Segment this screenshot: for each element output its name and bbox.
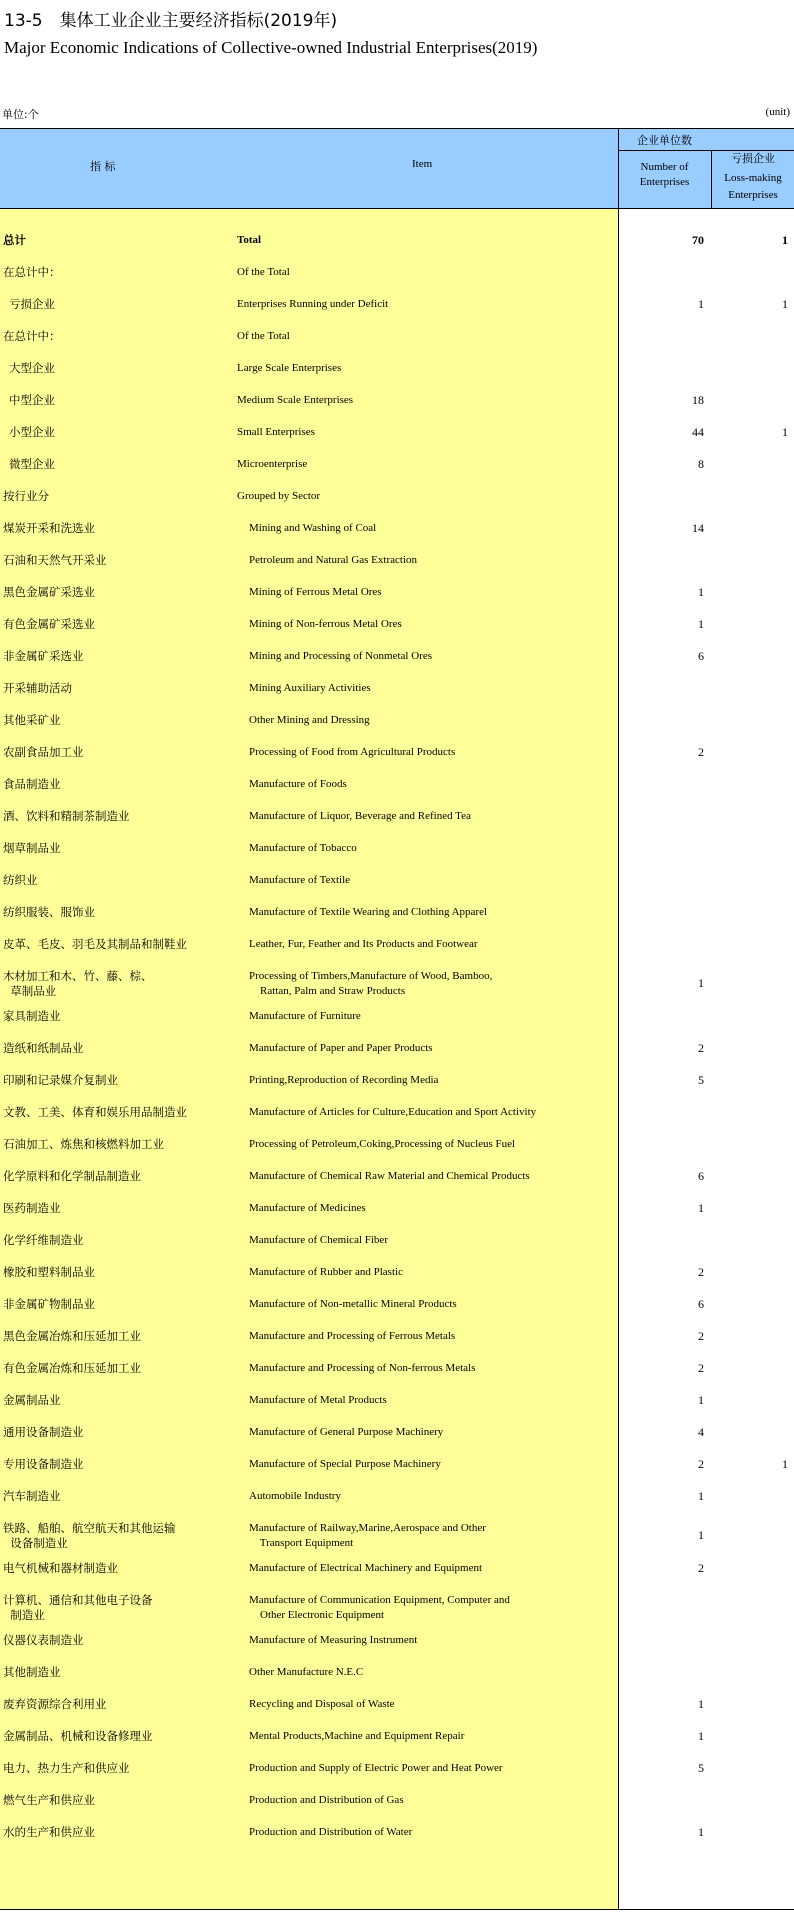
table-row [0,420,794,452]
row-label-en: Manufacture of Metal Products [249,1394,387,1406]
row-value-enterprises: 18 [692,393,704,407]
row-label-cn: 小型企业 [9,425,55,439]
row-label-cn: 家具制造业 [3,1009,61,1023]
row-label-cn: 非金属矿物制品业 [3,1297,95,1311]
row-label-cn: 开采辅助活动 [3,681,72,695]
row-label-cn: 电气机械和器材制造业 [3,1561,118,1575]
table-row [0,932,794,964]
row-label-cn: 造纸和纸制品业 [3,1041,84,1055]
row-label-en: Manufacture of Special Purpose Machinery [249,1458,441,1470]
row-label-cn: 按行业分 [3,489,49,503]
row-value-enterprises: 6 [698,1297,704,1311]
table-row [0,900,794,932]
table-row [0,1132,794,1164]
header-rule [0,208,794,209]
bottom-rule [0,1909,794,1910]
row-label-en: Manufacture and Processing of Ferrous Metals [249,1330,456,1342]
row-label-en: Mental Products,Machine and Equipment Repair [249,1730,465,1742]
row-label-cn: 烟草制品业 [3,841,61,855]
header-number-en-line2: Enterprises [639,176,690,188]
row-label-en: Production and Supply of Electric Power and Heat Power [249,1762,503,1774]
table-row [0,772,794,804]
row-label-cn: 化学原料和化学制品制造业 [3,1169,141,1183]
row-label-cn: 通用设备制造业 [3,1425,84,1439]
row-value-enterprises: 1 [698,976,704,990]
table-row [0,676,794,708]
row-value-enterprises: 1 [698,297,704,311]
top-rule [0,128,794,129]
row-label-en: Printing,Reproduction of Recording Media [249,1074,439,1086]
row-label-en: Production and Distribution of Gas [249,1794,404,1806]
row-label-en: Mining Auxiliary Activities [249,682,371,694]
unit-label-en: (unit) [765,106,790,118]
table-row [0,612,794,644]
header-item-cn: 指 标 [90,160,116,173]
table-row [0,260,794,292]
row-label-cn: 废弃资源综合利用业 [3,1697,107,1711]
header-number-cn: 企业单位数 [637,134,692,147]
row-label-en: Automobile Industry [249,1490,341,1502]
row-label-en: Mining and Washing of Coal [249,522,377,534]
row-label-en: Other Manufacture N.E.C [249,1666,364,1678]
row-label-cn: 酒、饮料和精制茶制造业 [3,809,130,823]
row-value-enterprises: 70 [692,233,704,247]
table-row [0,1516,794,1556]
table-row [0,1228,794,1260]
row-label-cn: 金属制品、机械和设备修理业 [3,1729,153,1743]
row-label-en: Manufacture of Rubber and Plastic [249,1266,403,1278]
row-label-cn: 黑色金属冶炼和压延加工业 [3,1329,141,1343]
row-value-enterprises: 2 [698,1265,704,1279]
data-table [0,128,794,1910]
header-number-en [618,160,711,190]
row-label-cn: 水的生产和供应业 [3,1825,95,1839]
row-label-en: Leather, Fur, Feather and Its Products and Footwear [249,938,478,950]
row-label-cn: 石油和天然气开采业 [3,553,107,567]
row-label-cn: 其他采矿业 [3,713,61,727]
row-label-en: Grouped by Sector [237,490,321,502]
table-row [0,740,794,772]
table-row [0,228,794,260]
row-label-en: Manufacture of Communication Equipment, Computer and Other Electronic Equipment [249,1594,510,1621]
row-value-enterprises: 5 [698,1761,704,1775]
header-loss-en-line1: Loss-making [724,172,782,184]
row-label-cn: 仪器仪表制造业 [3,1633,84,1647]
row-value-enterprises: 2 [698,1457,704,1471]
row-label-cn: 文教、工美、体育和娱乐用品制造业 [3,1105,187,1119]
row-label-cn: 医药制造业 [3,1201,61,1215]
table-row [0,1724,794,1756]
row-label-en: Enterprises Running under Deficit [237,298,389,310]
row-value-enterprises: 1 [698,1201,704,1215]
row-label-en: Recycling and Disposal of Waste [249,1698,395,1710]
row-label-en: Medium Scale Enterprises [237,394,354,406]
row-label-cn: 有色金属冶炼和压延加工业 [3,1361,141,1375]
row-label-en: Manufacture of Chemical Fiber [249,1234,388,1246]
table-row [0,1196,794,1228]
table-row [0,804,794,836]
row-value-loss-making: 1 [782,297,788,311]
page-title-en: Major Economic Indications of Collective-owned Industrial Enterprises(2019) [4,38,538,57]
row-label-en: Microenterprise [237,458,308,470]
row-label-cn: 金属制品业 [3,1393,61,1407]
table-row [0,1100,794,1132]
row-label-cn: 微型企业 [9,457,55,471]
table-row [0,1004,794,1036]
table-row [0,1452,794,1484]
table-row [0,1068,794,1100]
row-label-en: Mining of Non-ferrous Metal Ores [249,618,402,630]
row-value-enterprises: 1 [698,1697,704,1711]
row-value-enterprises: 4 [698,1425,704,1439]
row-value-enterprises: 2 [698,1329,704,1343]
row-label-cn: 农副食品加工业 [3,745,84,759]
table-row [0,1420,794,1452]
row-label-cn: 非金属矿采选业 [3,649,84,663]
row-label-en: Manufacture of Textile [249,874,351,886]
row-label-cn: 燃气生产和供应业 [3,1793,95,1807]
table-row [0,1820,794,1852]
row-label-en: Manufacture of Measuring Instrument [249,1634,418,1646]
table-row [0,292,794,324]
row-value-enterprises: 6 [698,1169,704,1183]
row-label-cn: 总计 [3,233,26,247]
table-row [0,1356,794,1388]
row-value-enterprises: 1 [698,1489,704,1503]
row-value-enterprises: 14 [692,521,704,535]
header-item-en: Item [412,158,433,170]
row-label-en: Small Enterprises [237,426,315,438]
row-label-en: Large Scale Enterprises [237,362,342,374]
table-row [0,1036,794,1068]
table-row [0,452,794,484]
row-label-cn: 在总计中： [3,329,61,343]
table-row [0,1588,794,1628]
row-label-cn: 在总计中： [3,265,61,279]
row-value-enterprises: 2 [698,1561,704,1575]
row-label-cn: 计算机、通信和其他电子设备 制造业 [3,1593,153,1622]
table-row [0,1756,794,1788]
row-label-en: Manufacture of Non-metallic Mineral Products [249,1298,457,1310]
row-value-enterprises: 1 [698,1825,704,1839]
row-label-en: Total [237,234,262,246]
table-row [0,516,794,548]
row-label-en: Manufacture of Foods [249,778,347,790]
row-label-cn: 印刷和记录媒介复制业 [3,1073,118,1087]
row-value-enterprises: 8 [698,457,704,471]
table-row [0,548,794,580]
row-value-enterprises: 1 [698,585,704,599]
row-value-enterprises: 2 [698,1041,704,1055]
row-label-cn: 木材加工和木、竹、藤、棕、 草制品业 [3,969,153,998]
table-row [0,644,794,676]
row-label-cn: 黑色金属矿采选业 [3,585,95,599]
row-label-en: Manufacture of Paper and Paper Products [249,1042,433,1054]
table-row [0,836,794,868]
table-rows [0,228,794,1852]
table-row [0,1660,794,1692]
row-label-cn: 食品制造业 [3,777,61,791]
row-label-en: Of the Total [237,266,290,278]
row-label-cn: 中型企业 [9,393,55,407]
table-row [0,1692,794,1724]
row-label-en: Production and Distribution of Water [249,1826,413,1838]
row-label-en: Manufacture and Processing of Non-ferrous Metals [249,1362,476,1374]
row-label-en: Mining of Ferrous Metal Ores [249,586,382,598]
row-label-en: Manufacture of Railway,Marine,Aerospace and Other Transport Equipment [249,1522,486,1549]
table-row [0,1388,794,1420]
row-label-en: Petroleum and Natural Gas Extraction [249,554,418,566]
row-value-enterprises: 44 [692,425,704,439]
row-label-en: Other Mining and Dressing [249,714,370,726]
table-row [0,1164,794,1196]
row-label-en: Manufacture of Chemical Raw Material and Chemical Products [249,1170,530,1182]
row-label-en: Manufacture of Textile Wearing and Clothing Apparel [249,906,488,918]
table-row [0,324,794,356]
row-label-cn: 纺织服装、服饰业 [3,905,95,919]
row-label-cn: 化学纤维制造业 [3,1233,84,1247]
header-loss-cn: 亏损企业 [731,152,775,165]
row-label-cn: 汽车制造业 [3,1489,61,1503]
row-label-en: Manufacture of Liquor, Beverage and Refined Tea [249,810,471,822]
row-value-enterprises: 1 [698,1393,704,1407]
row-label-cn: 铁路、船舶、航空航天和其他运输 设备制造业 [3,1521,176,1550]
row-value-enterprises: 6 [698,649,704,663]
row-label-cn: 纺织业 [3,873,38,887]
row-value-loss-making: 1 [782,425,788,439]
row-value-enterprises: 2 [698,1361,704,1375]
row-value-enterprises: 2 [698,745,704,759]
unit-label-cn: 单位:个 [2,108,39,121]
row-label-en: Manufacture of Furniture [249,1010,361,1022]
table-row [0,1292,794,1324]
row-value-enterprises: 1 [698,1729,704,1743]
table-row [0,1324,794,1356]
row-label-cn: 其他制造业 [3,1665,61,1679]
row-label-en: Manufacture of General Purpose Machinery [249,1426,444,1438]
row-label-cn: 石油加工、炼焦和核燃料加工业 [3,1137,164,1151]
row-label-en: Processing of Food from Agricultural Products [249,746,456,758]
row-label-en: Processing of Timbers,Manufacture of Wood, Bamboo, Rattan, Palm and Straw Products [249,970,493,997]
row-label-en: Processing of Petroleum,Coking,Processing of Nucleus Fuel [249,1138,516,1150]
row-label-cn: 煤炭开采和洗选业 [3,521,95,535]
row-label-cn: 亏损企业 [9,297,55,311]
table-row [0,964,794,1004]
header-loss-en [712,170,794,204]
header-loss-en-line2: Enterprises [728,189,778,201]
row-value-enterprises: 5 [698,1073,704,1087]
row-label-cn: 专用设备制造业 [3,1457,84,1471]
table-row [0,388,794,420]
row-label-cn: 大型企业 [9,361,55,375]
row-label-en: Manufacture of Articles for Culture,Education and Sport Activity [249,1106,537,1118]
row-label-en: Manufacture of Medicines [249,1202,366,1214]
row-label-en: Manufacture of Electrical Machinery and Equipment [249,1562,483,1574]
row-label-cn: 皮革、毛皮、羽毛及其制品和制鞋业 [3,937,187,951]
row-label-cn: 电力、热力生产和供应业 [3,1761,130,1775]
table-row [0,1788,794,1820]
table-row [0,1556,794,1588]
table-row [0,708,794,740]
row-value-enterprises: 1 [698,617,704,631]
row-label-en: Mining and Processing of Nonmetal Ores [249,650,432,662]
table-row [0,356,794,388]
table-row [0,1628,794,1660]
row-label-cn: 橡胶和塑料制品业 [3,1265,95,1279]
page-title-cn: 13-5 集体工业企业主要经济指标(2019年) [4,11,338,31]
table-row [0,1484,794,1516]
table-row [0,580,794,612]
table-row [0,1260,794,1292]
row-label-cn: 有色金属矿采选业 [3,617,95,631]
row-value-enterprises: 1 [698,1528,704,1542]
row-label-en: Of the Total [237,330,290,342]
row-value-loss-making: 1 [782,1457,788,1471]
header-number-en-line1: Number of [640,161,689,173]
table-row [0,484,794,516]
row-label-en: Manufacture of Tobacco [249,842,357,854]
row-value-loss-making: 1 [782,233,788,247]
table-row [0,868,794,900]
